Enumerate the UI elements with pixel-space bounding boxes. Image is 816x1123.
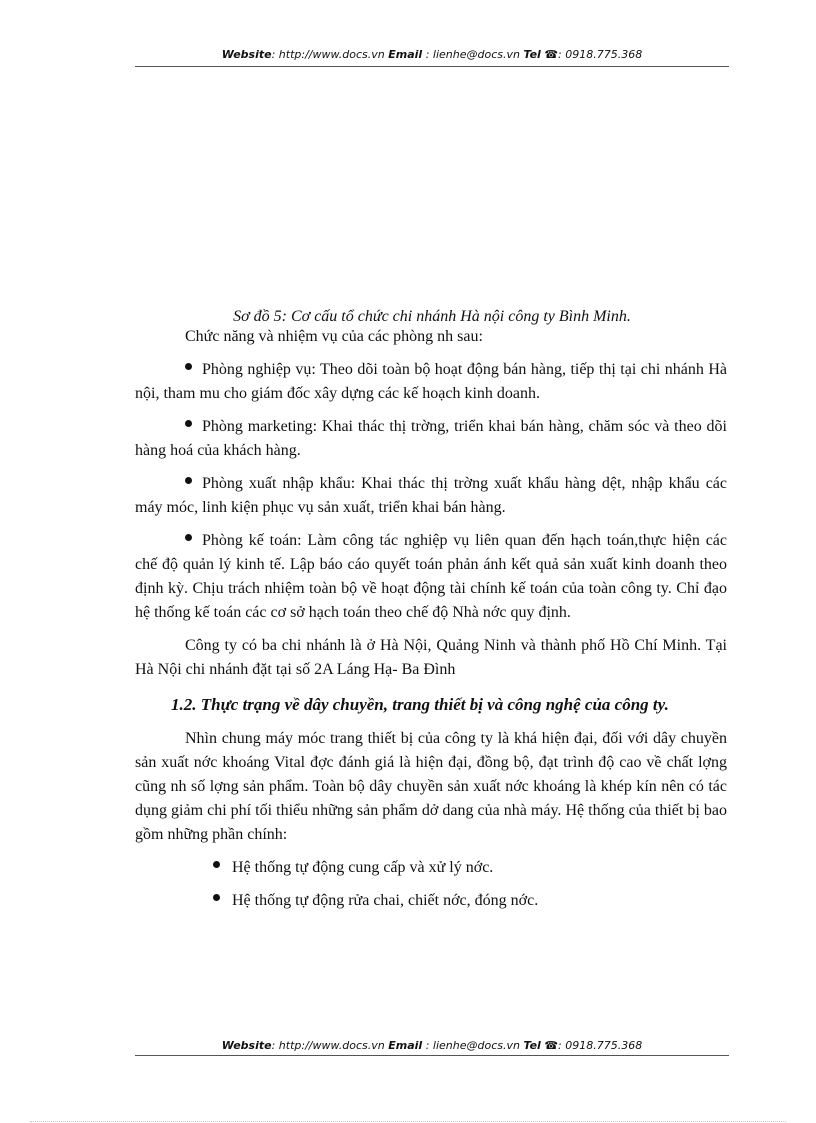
footer-website-label: Website bbox=[221, 1039, 272, 1052]
bullet-icon bbox=[213, 861, 220, 868]
page-header bbox=[135, 48, 729, 61]
list-item bbox=[135, 529, 727, 625]
bullet-icon bbox=[185, 363, 192, 370]
bullet-icon bbox=[185, 420, 192, 427]
footer-website-value[interactable]: : http://www.docs.vn bbox=[271, 1039, 385, 1052]
diagram-caption: Sơ đồ 5: Cơ cấu tổ chức chi nhánh Hà nội công ty Bình Minh. bbox=[233, 308, 631, 325]
bullet-icon bbox=[185, 477, 192, 484]
list-item bbox=[135, 472, 727, 520]
system-item-text: Hệ thống tự động rửa chai, chiết nớc, đóng nớc. bbox=[232, 892, 539, 909]
document-body bbox=[135, 325, 727, 913]
list-item bbox=[135, 358, 727, 406]
bullet-text: Phòng nghiệp vụ: Theo dõi toàn bộ hoạt động bán hàng, tiếp thị tại chi nhánh Hà nội, tham mu cho giám đốc xây dựng các kế hoạch kinh doanh. bbox=[135, 361, 727, 402]
bullet-icon bbox=[213, 894, 220, 901]
phone-icon: ☎ bbox=[544, 1039, 559, 1052]
header-website-value[interactable]: : http://www.docs.vn bbox=[271, 48, 385, 61]
phone-icon: ☎ bbox=[544, 48, 559, 61]
bullet-icon bbox=[185, 534, 192, 541]
header-website-label: Website bbox=[221, 48, 272, 61]
branches-paragraph: Công ty có ba chi nhánh là ở Hà Nội, Quảng Ninh và thành phố Hồ Chí Minh. Tại Hà Nội chi nhánh đặt tại số 2A Láng Hạ- Ba Đình bbox=[135, 637, 727, 678]
header-tel-value: : 0918.775.368 bbox=[558, 48, 643, 61]
footer-divider bbox=[135, 1055, 729, 1056]
bullet-text: Phòng marketing: Khai thác thị trờng, triển khai bán hàng, chăm sóc và theo dõi hàng hoá của khách hàng. bbox=[135, 418, 727, 459]
list-item bbox=[135, 889, 727, 913]
section-body-paragraph: Nhìn chung máy móc trang thiết bị của công ty là khá hiện đại, đối với dây chuyền sản xuất nớc khoáng Vital đợc đánh giá là hiện đại, đồng bộ, đạt trình độ cao về chất lợng cũng nh số lợng sản phẩm. Toàn bộ dây chuyền sản xuất nớc khoáng là khép kín nên có tác dụng giảm chi phí tối thiểu những sản phẩm dở dang của nhà máy. Hệ thống của thiết bị bao gồm những phần chính: bbox=[135, 730, 727, 843]
system-item-text: Hệ thống tự động cung cấp và xử lý nớc. bbox=[232, 859, 494, 876]
header-email-label: Email bbox=[388, 48, 423, 61]
bullet-text: Phòng kế toán: Làm công tác nghiệp vụ liên quan đến hạch toán,thực hiện các chế độ quản lý kinh tế. Lập báo cáo quyết toán phản ánh kết quả sản xuất kinh doanh theo định kỳ. Chịu trách nhiệm toàn bộ về hoạt động tài chính kế toán của toàn công ty. Chỉ đạo hệ thống kế toán các cơ sở hạch toán theo chế độ Nhà nớc quy định. bbox=[135, 532, 727, 621]
footer-tel-label: Tel bbox=[523, 1039, 541, 1052]
footer-email-value[interactable]: : lienhe@docs.vn bbox=[425, 1039, 520, 1052]
page-footer bbox=[135, 1039, 729, 1052]
list-item bbox=[135, 856, 727, 880]
list-item bbox=[135, 415, 727, 463]
intro-paragraph: Chức năng và nhiệm vụ của các phòng nh sau: bbox=[185, 328, 483, 345]
page-edge-dots bbox=[30, 1121, 786, 1122]
footer-email-label: Email bbox=[388, 1039, 423, 1052]
header-email-value[interactable]: : lienhe@docs.vn bbox=[425, 48, 520, 61]
section-heading: 1.2. Thực trạng về dây chuyền, trang thiết bị và công nghệ của công ty. bbox=[171, 695, 669, 714]
footer-tel-value: : 0918.775.368 bbox=[558, 1039, 643, 1052]
header-tel-label: Tel bbox=[523, 48, 541, 61]
bullet-text: Phòng xuất nhập khẩu: Khai thác thị trờng xuất khẩu hàng dệt, nhập khẩu các máy móc, linh kiện phục vụ sản xuất, triển khai bán hàng. bbox=[135, 475, 727, 516]
header-divider bbox=[135, 66, 729, 67]
